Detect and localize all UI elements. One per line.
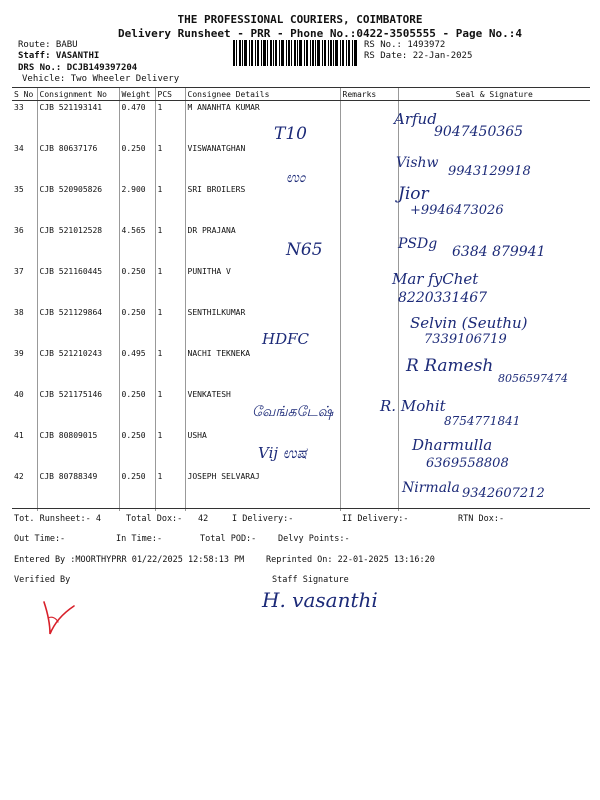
rs-number: RS No.: 1493972 xyxy=(364,40,446,50)
col-header-consignment: Consignment No xyxy=(37,88,119,101)
staff-label: Staff: VASANTHI xyxy=(18,51,100,61)
total-pod: Total POD:- xyxy=(200,534,257,544)
row-pcs: 1 xyxy=(155,101,185,143)
row-sno: 42 xyxy=(14,472,24,481)
handwritten-signature: Selvin (Seuthu) xyxy=(410,314,528,332)
handwritten-signature: Arfud xyxy=(394,110,437,128)
row-remarks xyxy=(340,470,398,511)
handwritten-signature: Vishw xyxy=(396,155,439,171)
staff-handwritten-signature: H. vasanthi xyxy=(262,588,378,612)
row-consignment: CJB 521160445 xyxy=(37,265,119,306)
handwritten-note: HDFC xyxy=(262,330,309,348)
row-remarks xyxy=(340,429,398,470)
row-remarks xyxy=(340,142,398,183)
total-dox-label: Total Dox:- xyxy=(126,514,183,524)
row-remarks xyxy=(340,101,398,143)
handwritten-signature: Nirmala xyxy=(402,480,460,496)
row-consignment: CJB 521193141 xyxy=(37,101,119,143)
row-sno: 37 xyxy=(14,267,24,276)
handwritten-signature: Jior xyxy=(398,184,429,204)
row-remarks xyxy=(340,183,398,224)
handwritten-signature: R Ramesh xyxy=(406,356,494,376)
handwritten-phone: 9047450365 xyxy=(434,124,524,140)
handwritten-note: N65 xyxy=(286,240,323,260)
handwritten-phone: 8056597474 xyxy=(498,372,568,385)
row-consignee: SRI BROILERS xyxy=(185,183,340,224)
out-time: Out Time:- xyxy=(14,534,66,544)
rs-date: RS Date: 22-Jan-2025 xyxy=(364,51,473,61)
row-consignee: DR PRAJANA xyxy=(185,224,340,265)
row-weight: 2.900 xyxy=(119,183,155,224)
row-consignee: SENTHILKUMAR xyxy=(185,306,340,347)
row-sno: 36 xyxy=(14,226,24,235)
row-consignee: M ANANHTA KUMAR xyxy=(185,101,340,143)
tot-runsheet: Tot. Runsheet:- 4 xyxy=(14,514,101,524)
table-row xyxy=(12,265,590,306)
row-pcs: 1 xyxy=(155,388,185,429)
row-weight: 0.250 xyxy=(119,470,155,511)
total-dox-value: 42 xyxy=(198,514,209,524)
row-sno: 40 xyxy=(14,390,24,399)
handwritten-signature: PSDg xyxy=(398,236,438,252)
handwritten-note: Vij ಉಷ xyxy=(258,444,307,462)
rtn-dox: RTN Dox:- xyxy=(458,514,505,524)
row-sno: 38 xyxy=(14,308,24,317)
vehicle-label: Vehicle: Two Wheeler Delivery xyxy=(22,74,180,84)
row-weight: 0.250 xyxy=(119,388,155,429)
handwritten-phone: 9342607212 xyxy=(462,486,545,501)
row-pcs: 1 xyxy=(155,347,185,388)
handwritten-phone: 8754771841 xyxy=(444,414,521,428)
row-sno: 34 xyxy=(14,144,24,153)
row-weight: 0.250 xyxy=(119,429,155,470)
row-weight: 0.250 xyxy=(119,265,155,306)
col-header-consignee: Consignee Details xyxy=(185,88,340,101)
row-weight: 0.250 xyxy=(119,306,155,347)
row-consignee: NACHI TEKNEKA xyxy=(185,347,340,388)
handwritten-phone: 6369558808 xyxy=(426,456,509,471)
reprinted-on: Reprinted On: 22-01-2025 13:16:20 xyxy=(266,555,435,565)
handwritten-phone: 8220331467 xyxy=(398,290,488,306)
row-sno: 35 xyxy=(14,185,24,194)
route-label: Route: BABU xyxy=(18,40,78,50)
row-consignment: CJB 521210243 xyxy=(37,347,119,388)
row-pcs: 1 xyxy=(155,142,185,183)
row-pcs: 1 xyxy=(155,224,185,265)
table-bottom-rule xyxy=(12,508,590,509)
row-weight: 4.565 xyxy=(119,224,155,265)
row-weight: 0.470 xyxy=(119,101,155,143)
row-pcs: 1 xyxy=(155,265,185,306)
in-time: In Time:- xyxy=(116,534,163,544)
handwritten-note: ಉಂ xyxy=(286,170,306,186)
red-checkmark-icon xyxy=(40,596,80,638)
handwritten-signature: R. Mohit xyxy=(380,397,446,415)
row-consignment: CJB 521175146 xyxy=(37,388,119,429)
handwritten-phone: +9946473026 xyxy=(410,203,504,218)
handwritten-signature: Mar fyChet xyxy=(392,270,479,288)
handwritten-phone: 9943129918 xyxy=(448,164,531,179)
row-consignment: CJB 521129864 xyxy=(37,306,119,347)
row-consignment: CJB 80637176 xyxy=(37,142,119,183)
row-sno: 41 xyxy=(14,431,24,440)
row-consignee: PUNITHA V xyxy=(185,265,340,306)
table-header-row xyxy=(12,88,590,101)
runsheet-subtitle: Delivery Runsheet - PRR - Phone No.:0422-3505555 - Page No.:4 xyxy=(118,27,522,40)
row-pcs: 1 xyxy=(155,306,185,347)
col-header-remarks: Remarks xyxy=(340,88,398,101)
handwritten-note: வேங்கடேஷ் xyxy=(252,404,334,420)
staff-signature-label: Staff Signature xyxy=(272,575,349,585)
row-consignment: CJB 80809015 xyxy=(37,429,119,470)
i-delivery: I Delivery:- xyxy=(232,514,294,524)
row-consignee: JOSEPH SELVARAJ xyxy=(185,470,340,511)
row-consignee: VENKATESH xyxy=(185,388,340,429)
handwritten-phone: 6384 879941 xyxy=(452,244,546,260)
ii-delivery: II Delivery:- xyxy=(342,514,409,524)
row-sno: 39 xyxy=(14,349,24,358)
row-remarks xyxy=(340,265,398,306)
row-sno: 33 xyxy=(14,103,24,112)
handwritten-signature: Dharmulla xyxy=(412,436,493,454)
col-header-pcs: PCS xyxy=(155,88,185,101)
col-header-weight: Weight xyxy=(119,88,155,101)
handwritten-phone: 7339106719 xyxy=(424,332,507,347)
row-weight: 0.250 xyxy=(119,142,155,183)
verified-by-label: Verified By xyxy=(14,575,71,585)
row-pcs: 1 xyxy=(155,183,185,224)
entered-by: Entered By :MOORTHYPRR 01/22/2025 12:58:13 PM xyxy=(14,555,245,565)
row-remarks xyxy=(340,347,398,388)
row-remarks xyxy=(340,224,398,265)
delvy-points: Delvy Points:- xyxy=(278,534,350,544)
row-consignment: CJB 80788349 xyxy=(37,470,119,511)
drs-number: DRS No.: DCJB149397204 xyxy=(18,63,138,73)
row-pcs: 1 xyxy=(155,429,185,470)
col-header-sno: S No xyxy=(12,88,37,101)
barcode-image xyxy=(232,40,358,66)
row-remarks xyxy=(340,306,398,347)
company-title: THE PROFESSIONAL COURIERS, COIMBATORE xyxy=(177,13,423,26)
row-pcs: 1 xyxy=(155,470,185,511)
row-consignee: USHA xyxy=(185,429,340,470)
col-header-signature: Seal & Signature xyxy=(398,88,590,101)
handwritten-note: T10 xyxy=(274,124,307,144)
row-weight: 0.495 xyxy=(119,347,155,388)
row-consignment: CJB 521012528 xyxy=(37,224,119,265)
row-consignment: CJB 520905826 xyxy=(37,183,119,224)
row-consignee: VISWANATGHAN xyxy=(185,142,340,183)
